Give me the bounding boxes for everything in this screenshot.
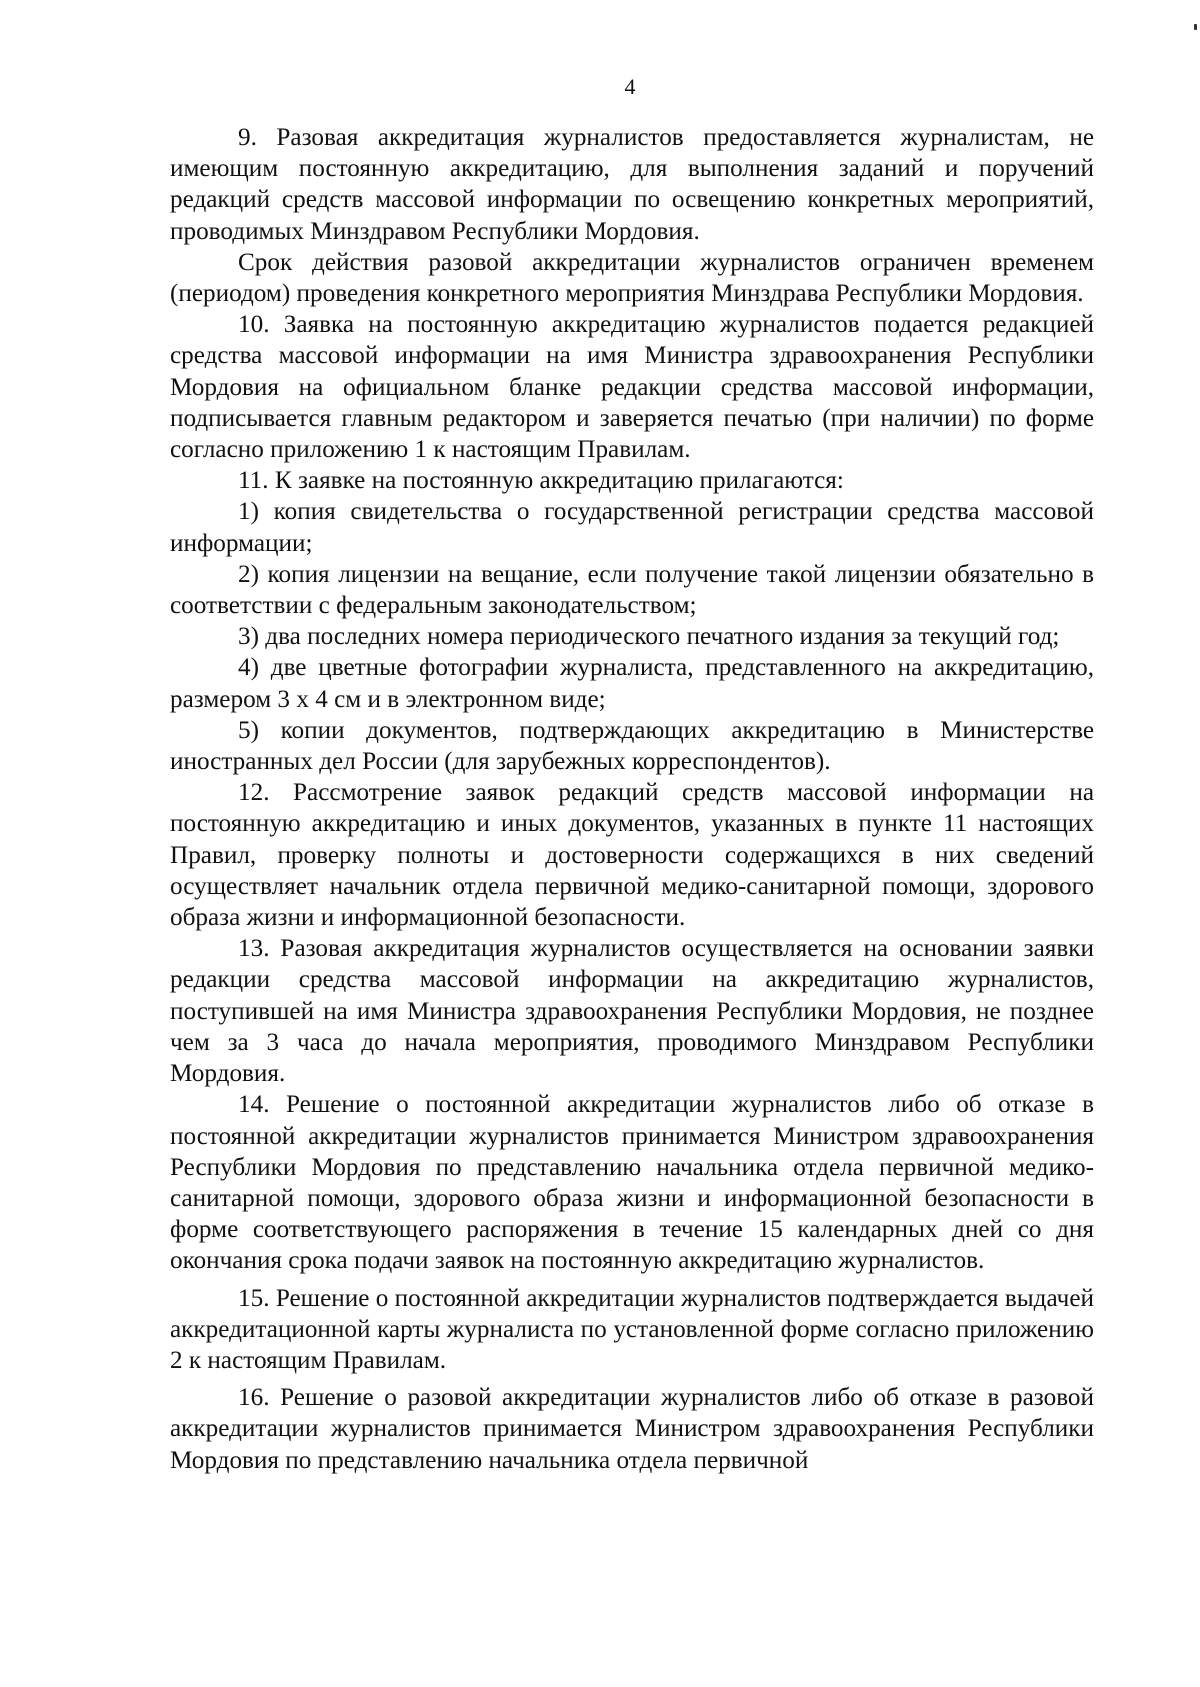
scan-speck (1194, 24, 1197, 30)
paragraph-13: 13. Разовая аккредитация журналистов осуществляется на основании заявки редакции средства массовой информации на аккредитацию журналистов, поступившей на имя Министра здравоохранения Республики Мордовия, не позднее чем за 3 часа до начала мероприятия, проводимого Минздравом Республики Мордовия. (170, 935, 1094, 1088)
paragraph-9-validity: Срок действия разовой аккредитации журналистов ограничен временем (периодом) проведения конкретного мероприятия Минздрава Республики Мордовия. (170, 248, 1094, 308)
paragraph-12: 12. Рассмотрение заявок редакций средств массовой информации на постоянную аккредитацию и иных документов, указанных в пункте 11 настоящих Правил, проверку полноты и достоверности содержащихся в них сведений осуществляет начальник отдела первичной медико-санитарной помощи, здорового образа жизни и информационной безопасности. (170, 779, 1094, 932)
list-item-3: 3) два последних номера периодического печатного издания за текущий год; (238, 623, 1060, 651)
paragraph-10: 10. Заявка на постоянную аккредитацию журналистов подается редакцией средства массовой информации на имя Министра здравоохранения Республики Мордовия на официальном бланке редакции средства массовой информации, подписывается главным редактором и заверяется печатью (при наличии) по форме согласно приложению 1 к настоящим Правилам. (170, 311, 1094, 464)
list-item-4: 4) две цветные фотографии журналиста, представленного на аккредитацию, размером 3 х 4 см и в электронном виде; (170, 654, 1094, 713)
document-body (170, 122, 1094, 1476)
paragraph-14: 14. Решение о постоянной аккредитации журналистов либо об отказе в постоянной аккредитации журналистов принимается Министром здравоохранения Республики Мордовия по представлению начальника отдела первичной медико-санитарной помощи, здорового образа жизни и информационной безопасности в форме соответствующего распоряжения в течение 15 календарных дней со дня окончания срока подачи заявок на постоянную аккредитацию журналистов. (170, 1091, 1094, 1275)
page-number: 4 (624, 74, 636, 99)
paragraph-16: 16. Решение о разовой аккредитации журналистов либо об отказе в разовой аккредитации журналистов принимается Министром здравоохранения Республики Мордовия по представлению начальника отдела первичной (170, 1384, 1094, 1474)
list-item-5: 5) копии документов, подтверждающих аккредитацию в Министерстве иностранных дел России (для зарубежных корреспондентов). (170, 716, 1094, 776)
paragraph-11: 11. К заявке на постоянную аккредитацию прилагаются: (238, 467, 844, 495)
list-item-2: 2) копия лицензии на вещание, если получение такой лицензии обязательно в соответствии с федеральным законодательством; (170, 560, 1094, 620)
paragraph-9: 9. Разовая аккредитация журналистов предоставляется журналистам, не имеющим постоянную аккредитацию, для выполнения заданий и поручений редакций средств массовой информации по освещению конкретных мероприятий, проводимых Минздравом Республики Мордовия. (170, 124, 1094, 245)
list-item-1: 1) копия свидетельства о государственной регистрации средства массовой информации; (170, 498, 1094, 557)
paragraph-15: 15. Решение о постоянной аккредитации журналистов подтверждается выдачей аккредитационной карты журналиста по установленной форме согласно приложению 2 к настоящим Правилам. (170, 1284, 1094, 1374)
